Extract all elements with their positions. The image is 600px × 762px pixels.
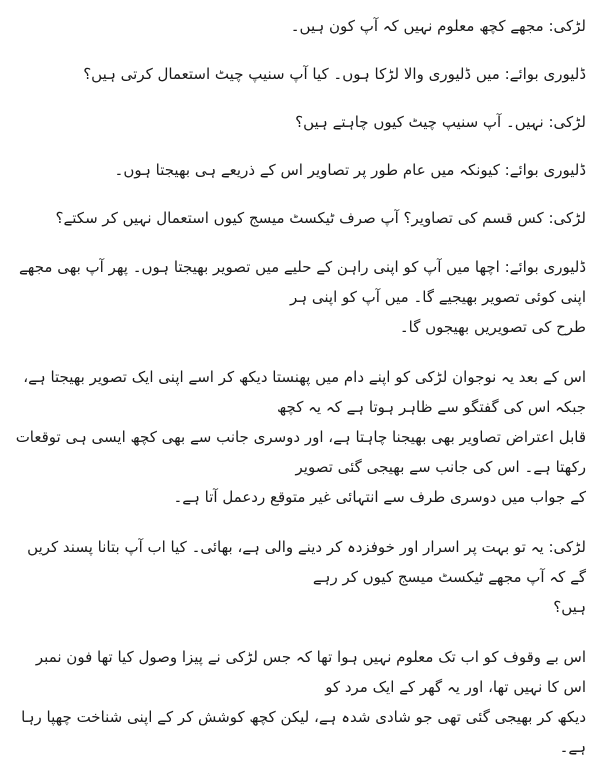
paragraph-line: لڑکی: یہ تو بہت پر اسرار اور خوفزدہ کر دینے والی ہے، بھائی۔ کیا اب آپ بتانا پسند کریں گے کہ آپ مجھے ٹیکسٹ میسج کیوں کر رہے <box>27 538 586 586</box>
paragraph-3 <box>14 108 586 136</box>
paragraph-2 <box>14 60 586 88</box>
paragraph-line: ڈلیوری بوائے: کیونکہ میں عام طور پر تصاویر اس کے ذریعے ہی بھیجتا ہوں۔ <box>114 161 586 179</box>
paragraph-line: اس بے وقوف کو اب تک معلوم نہیں ہوا تھا کہ جس لڑکی نے پیزا وصول کیا تھا فون نمبر اس کا نہیں تھا، اور یہ گھر کے ایک مرد کو <box>35 648 586 696</box>
paragraph-4 <box>14 156 586 184</box>
paragraph-line: ڈلیوری بوائے: میں ڈلیوری والا لڑکا ہوں۔ کیا آپ سنیپ چیٹ استعمال کرتی ہیں؟ <box>83 65 586 83</box>
paragraph-line: کے جواب میں دوسری طرف سے انتہائی غیر متوقع ردعمل آتا ہے۔ <box>173 488 586 506</box>
paragraph-line: طرح کی تصویریں بھیجوں گا۔ <box>399 318 586 336</box>
paragraph-line: ہیں؟ <box>553 598 586 616</box>
paragraph-8 <box>14 532 586 622</box>
paragraph-line: اس کے بعد یہ نوجوان لڑکی کو اپنے دام میں پھنستا دیکھ کر اسے اپنی ایک تصویر بھیجتا ہے، جبکہ اس کی گفتگو سے ظاہر ہوتا ہے کہ یہ کچھ <box>23 368 586 416</box>
paragraph-1 <box>14 12 586 40</box>
paragraph-6 <box>14 252 586 342</box>
paragraph-5 <box>14 204 586 232</box>
paragraph-line: لڑکی: مجھے کچھ معلوم نہیں کہ آپ کون ہیں۔ <box>290 17 586 35</box>
paragraph-line: لڑکی: کس قسم کی تصاویر؟ آپ صرف ٹیکسٹ میسج کیوں استعمال نہیں کر سکتے؟ <box>55 209 586 227</box>
paragraph-9 <box>14 642 586 762</box>
paragraph-line: لڑکی: نہیں۔ آپ سنیپ چیٹ کیوں چاہتے ہیں؟ <box>295 113 586 131</box>
paragraph-line: قابل اعتراض تصاویر بھی بھیجنا چاہتا ہے، اور دوسری جانب سے بھی کچھ ایسی ہی توقعات رکھتا ہے۔ اس کی جانب سے بھیجی گئی تصویر <box>15 428 586 476</box>
paragraph-7 <box>14 362 586 512</box>
paragraph-line: دیکھ کر بھیجی گئی تھی جو شادی شدہ ہے، لیکن کچھ کوشش کر کے اپنی شناخت چھپا رہا ہے۔ <box>21 708 586 756</box>
paragraph-line: ڈلیوری بوائے: اچھا میں آپ کو اپنی راہن کے حلیے میں تصویر بھیجتا ہوں۔ پھر آپ بھی مجھے اپنی کوئی تصویر بھیجیے گا۔ میں آپ کو اپنی ہر <box>19 258 586 306</box>
